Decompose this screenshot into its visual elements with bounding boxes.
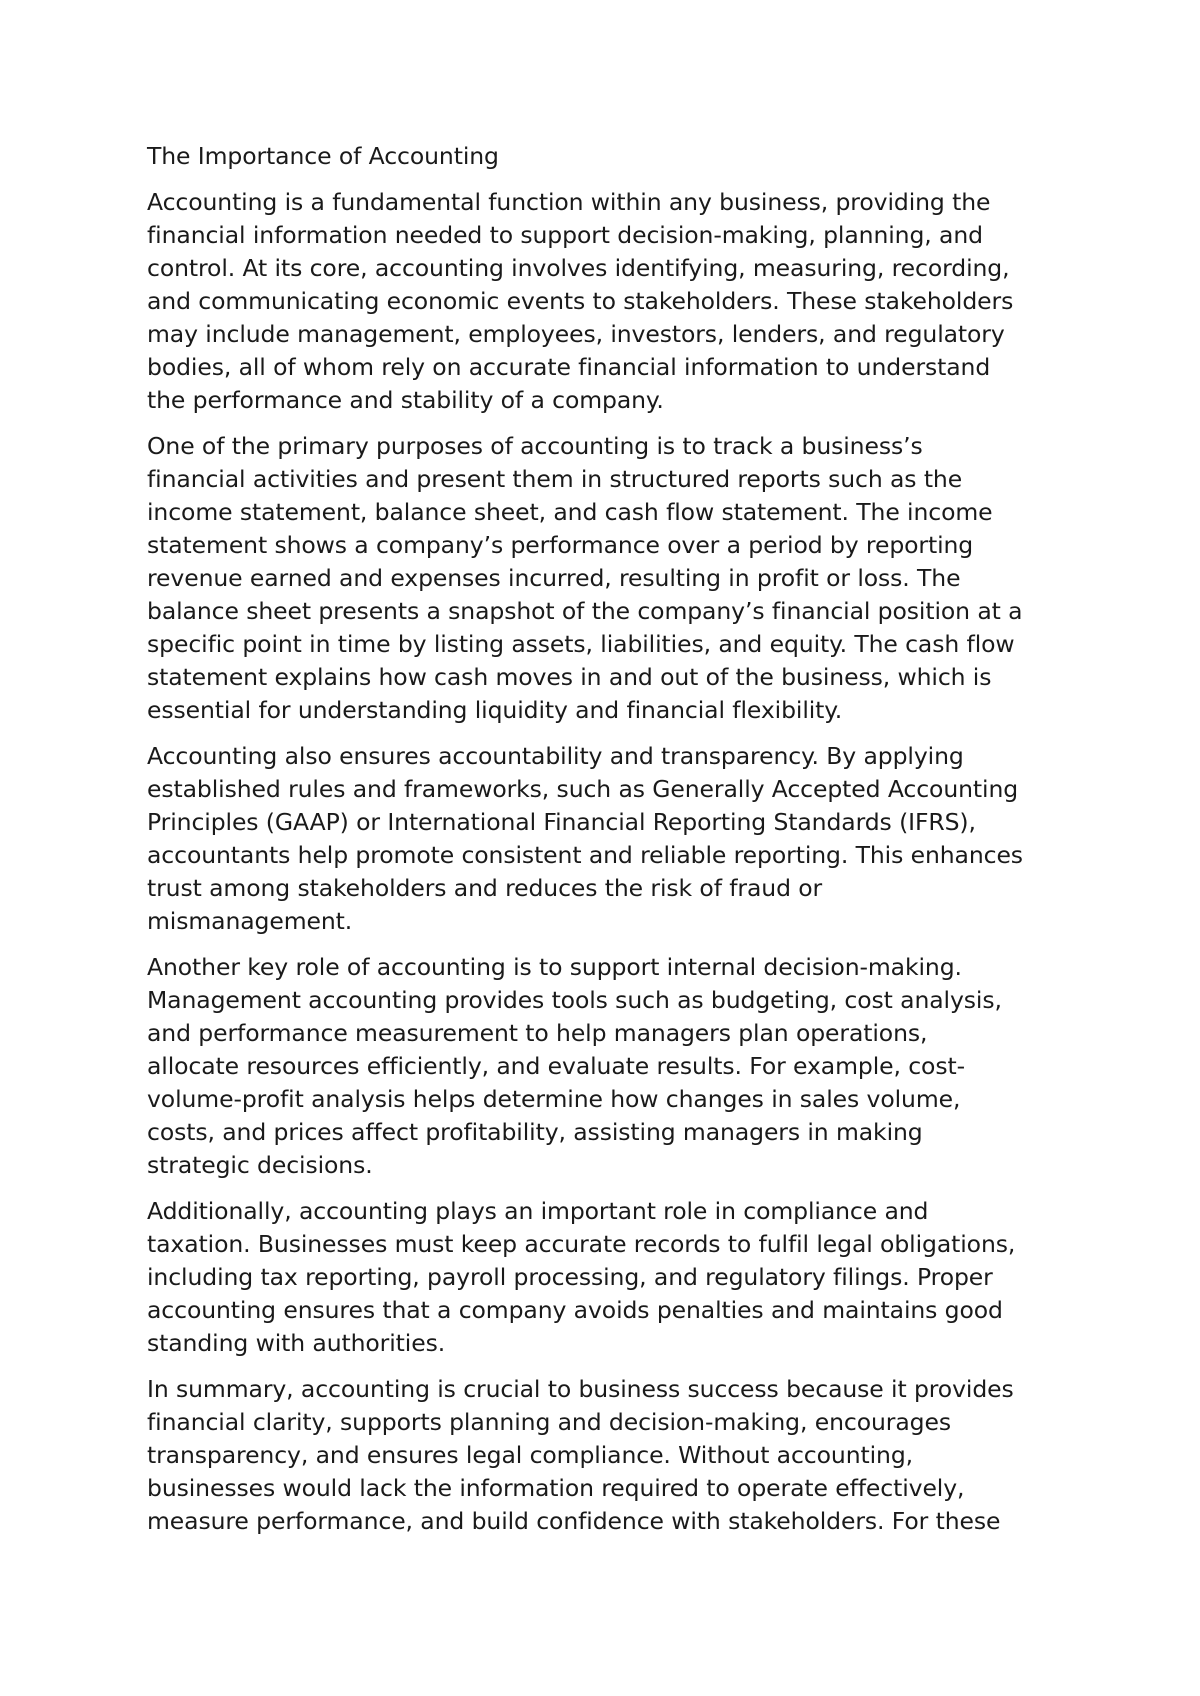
paragraph-line: control. At its core, accounting involves identifying, measuring, recording, [147, 254, 1010, 282]
paragraph-line: specific point in time by listing assets, liabilities, and equity. The cash flow [147, 630, 1015, 658]
paragraph-line: measure performance, and build confidence with stakeholders. For these [147, 1507, 1001, 1535]
paragraph-line: financial activities and present them in structured reports such as the [147, 465, 963, 493]
paragraph-line: the performance and stability of a company. [147, 386, 664, 414]
paragraph-line: Additionally, accounting plays an important role in compliance and [147, 1197, 929, 1225]
paragraph-line: statement explains how cash moves in and out of the business, which is [147, 663, 992, 691]
document-body [147, 140, 1077, 1551]
paragraph-line: allocate resources efficiently, and evaluate results. For example, cost- [147, 1052, 965, 1080]
paragraph-line: financial clarity, supports planning and decision-making, encourages [147, 1408, 951, 1436]
paragraph-line: volume-profit analysis helps determine how changes in sales volume, [147, 1085, 961, 1113]
paragraph-line: revenue earned and expenses incurred, resulting in profit or loss. The [147, 564, 961, 592]
paragraph-line: Management accounting provides tools such as budgeting, cost analysis, [147, 986, 1002, 1014]
paragraph-line: accounting ensures that a company avoids penalties and maintains good [147, 1296, 1003, 1324]
paragraph-line: costs, and prices affect profitability, assisting managers in making [147, 1118, 923, 1146]
paragraph-line: Another key role of accounting is to support internal decision-making. [147, 953, 962, 981]
paragraph-line: transparency, and ensures legal compliance. Without accounting, [147, 1441, 914, 1469]
paragraph-line: income statement, balance sheet, and cash flow statement. The income [147, 498, 993, 526]
paragraph-line: One of the primary purposes of accounting is to track a business’s [147, 432, 923, 460]
paragraph-list [147, 186, 1077, 1538]
paragraph [147, 186, 1077, 417]
paragraph-line: statement shows a company’s performance over a period by reporting [147, 531, 974, 559]
paragraph-line: Accounting is a fundamental function within any business, providing the [147, 188, 991, 216]
paragraph-line: taxation. Businesses must keep accurate records to fulfil legal obligations, [147, 1230, 1016, 1258]
paragraph-line: businesses would lack the information required to operate effectively, [147, 1474, 965, 1502]
paragraph-line: strategic decisions. [147, 1151, 373, 1179]
paragraph-line: mismanagement. [147, 907, 353, 935]
paragraph-line: financial information needed to support decision-making, planning, and [147, 221, 983, 249]
paragraph-line: In summary, accounting is crucial to business success because it provides [147, 1375, 1014, 1403]
paragraph-line: Accounting also ensures accountability and transparency. By applying [147, 742, 964, 770]
paragraph [147, 951, 1077, 1182]
paragraph-line: bodies, all of whom rely on accurate financial information to understand [147, 353, 991, 381]
paragraph-line: established rules and frameworks, such as Generally Accepted Accounting [147, 775, 1019, 803]
paragraph-line: essential for understanding liquidity and financial flexibility. [147, 696, 843, 724]
paragraph [147, 1373, 1077, 1538]
paragraph [147, 740, 1077, 938]
document-title: The Importance of Accounting [147, 142, 499, 170]
paragraph-line: including tax reporting, payroll processing, and regulatory filings. Proper [147, 1263, 993, 1291]
paragraph [147, 1195, 1077, 1360]
paragraph-line: may include management, employees, investors, lenders, and regulatory [147, 320, 1005, 348]
paragraph [147, 430, 1077, 727]
paragraph-line: standing with authorities. [147, 1329, 446, 1357]
paragraph-line: accountants help promote consistent and reliable reporting. This enhances [147, 841, 1023, 869]
paragraph-line: and performance measurement to help managers plan operations, [147, 1019, 928, 1047]
paragraph-line: balance sheet presents a snapshot of the company’s financial position at a [147, 597, 1023, 625]
paragraph-line: trust among stakeholders and reduces the risk of fraud or [147, 874, 823, 902]
paragraph-line: and communicating economic events to stakeholders. These stakeholders [147, 287, 1014, 315]
paragraph-line: Principles (GAAP) or International Financial Reporting Standards (IFRS), [147, 808, 976, 836]
